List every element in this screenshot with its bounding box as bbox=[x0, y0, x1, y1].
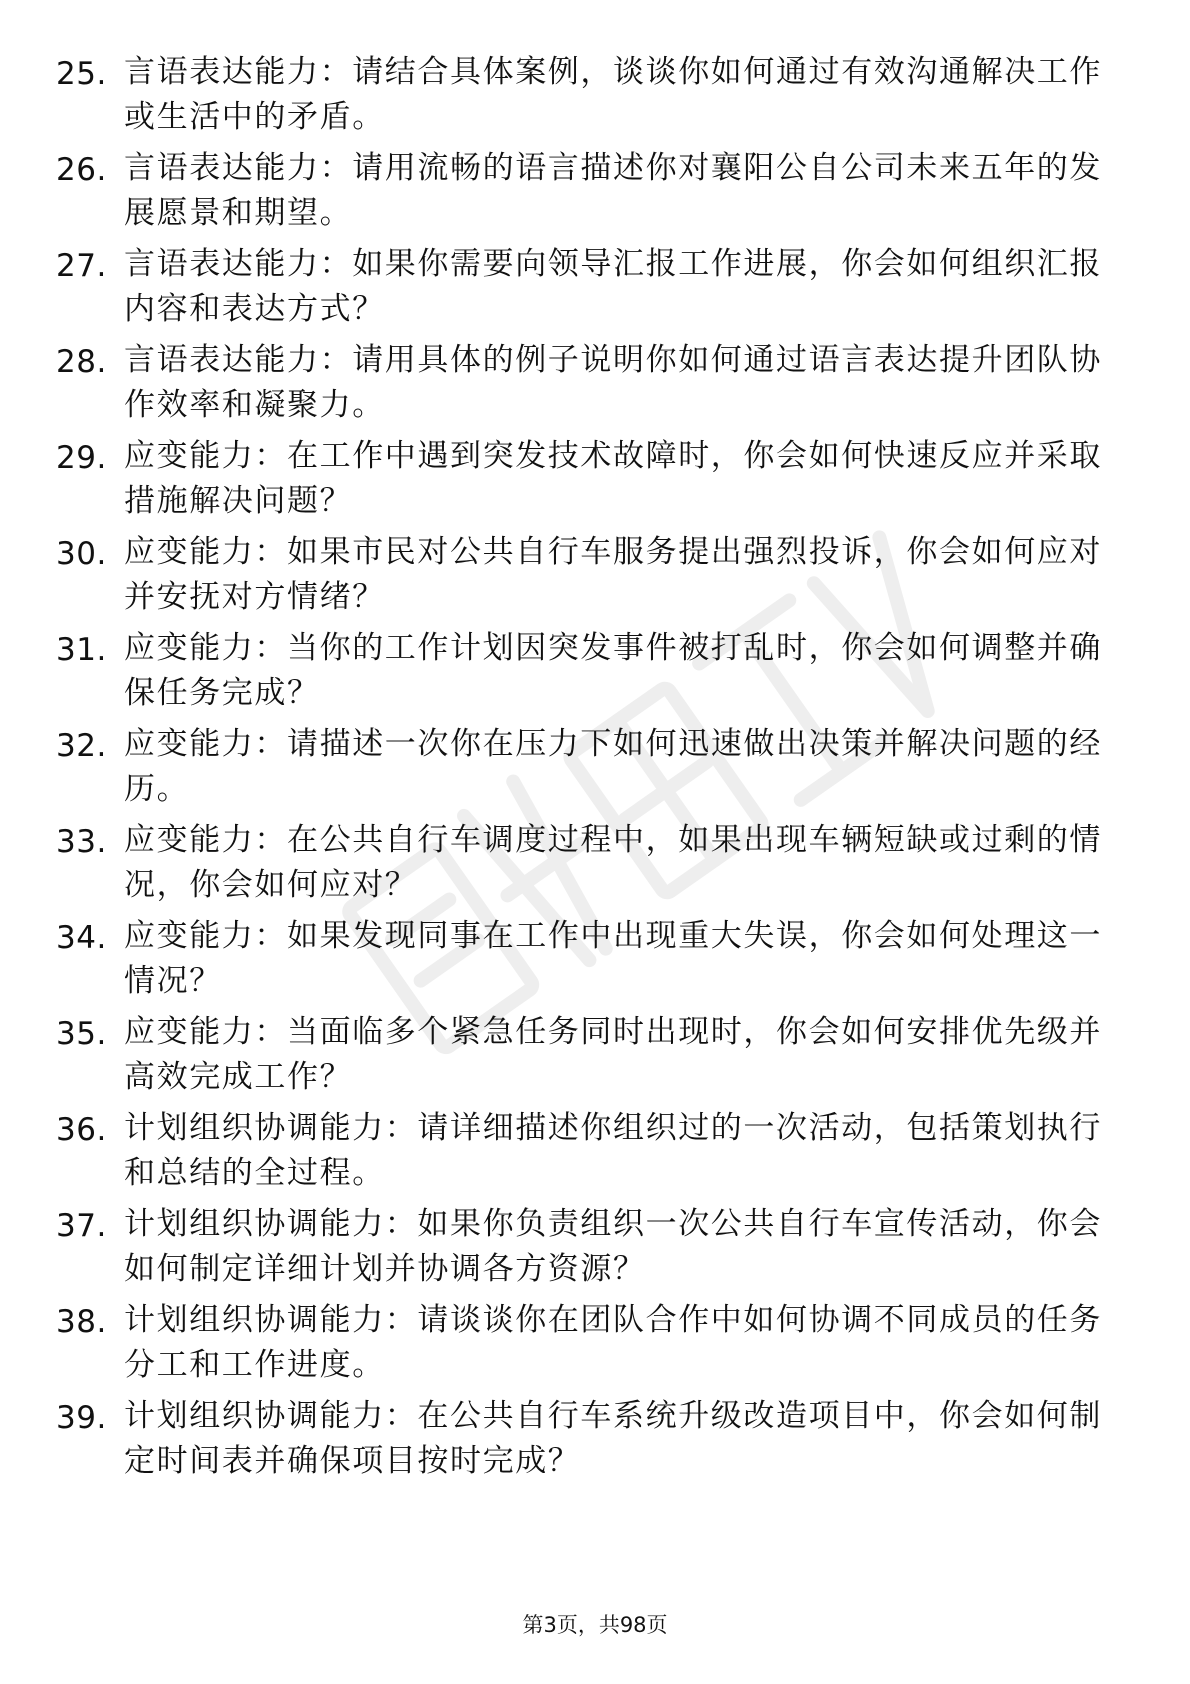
question-number: 32. bbox=[56, 728, 107, 764]
question-number: 36. bbox=[56, 1112, 107, 1148]
question-item bbox=[56, 626, 1116, 722]
question-text: 言语表达能力：如果你需要向领导汇报工作进展，你会如何组织汇报内容和表达方式？ bbox=[124, 246, 1102, 327]
question-item bbox=[56, 530, 1116, 626]
question-number: 33. bbox=[56, 824, 107, 860]
question-text: 应变能力：在工作中遇到突发技术故障时，你会如何快速反应并采取措施解决问题？ bbox=[124, 438, 1102, 519]
question-number: 26. bbox=[56, 152, 107, 188]
question-text: 言语表达能力：请结合具体案例，谈谈你如何通过有效沟通解决工作或生活中的矛盾。 bbox=[124, 54, 1102, 135]
question-text: 应变能力：当你的工作计划因突发事件被打乱时，你会如何调整并确保任务完成？ bbox=[124, 630, 1102, 711]
question-number: 31. bbox=[56, 632, 107, 668]
question-number: 30. bbox=[56, 536, 107, 572]
question-number: 28. bbox=[56, 344, 107, 380]
question-number: 37. bbox=[56, 1208, 107, 1244]
question-number: 27. bbox=[56, 248, 107, 284]
question-item bbox=[56, 338, 1116, 434]
question-text: 应变能力：如果市民对公共自行车服务提出强烈投诉，你会如何应对并安抚对方情绪？ bbox=[124, 534, 1102, 615]
question-number: 38. bbox=[56, 1304, 107, 1340]
question-text: 计划组织协调能力：如果你负责组织一次公共自行车宣传活动，你会如何制定详细计划并协调各方资源？ bbox=[124, 1206, 1102, 1287]
question-number: 34. bbox=[56, 920, 107, 956]
question-text: 计划组织协调能力：请谈谈你在团队合作中如何协调不同成员的任务分工和工作进度。 bbox=[124, 1302, 1102, 1383]
question-item bbox=[56, 50, 1116, 146]
question-text: 计划组织协调能力：请详细描述你组织过的一次活动，包括策划执行和总结的全过程。 bbox=[124, 1110, 1102, 1191]
question-item bbox=[56, 818, 1116, 914]
question-number: 29. bbox=[56, 440, 107, 476]
question-item bbox=[56, 914, 1116, 1010]
question-item bbox=[56, 1298, 1116, 1394]
question-number: 39. bbox=[56, 1400, 107, 1436]
question-item bbox=[56, 146, 1116, 242]
question-item bbox=[56, 1106, 1116, 1202]
question-item bbox=[56, 722, 1116, 818]
page-footer: 第3页，共98页 bbox=[522, 1613, 668, 1637]
question-text: 计划组织协调能力：在公共自行车系统升级改造项目中，你会如何制定时间表并确保项目按时完成？ bbox=[124, 1398, 1102, 1479]
question-item bbox=[56, 1202, 1116, 1298]
question-text: 言语表达能力：请用流畅的语言描述你对襄阳公自公司未来五年的发展愿景和期望。 bbox=[124, 150, 1102, 231]
question-text: 应变能力：当面临多个紧急任务同时出现时，你会如何安排优先级并高效完成工作？ bbox=[124, 1014, 1102, 1095]
question-item bbox=[56, 1010, 1116, 1106]
question-text: 应变能力：如果发现同事在工作中出现重大失误，你会如何处理这一情况？ bbox=[124, 918, 1102, 999]
question-number: 35. bbox=[56, 1016, 107, 1052]
question-number: 25. bbox=[56, 56, 107, 92]
question-text: 应变能力：在公共自行车调度过程中，如果出现车辆短缺或过剩的情况，你会如何应对？ bbox=[124, 822, 1102, 903]
question-item bbox=[56, 1394, 1116, 1490]
question-text: 言语表达能力：请用具体的例子说明你如何通过语言表达提升团队协作效率和凝聚力。 bbox=[124, 342, 1102, 423]
question-item bbox=[56, 242, 1116, 338]
question-text: 应变能力：请描述一次你在压力下如何迅速做出决策并解决问题的经历。 bbox=[124, 726, 1102, 807]
question-item bbox=[56, 434, 1116, 530]
